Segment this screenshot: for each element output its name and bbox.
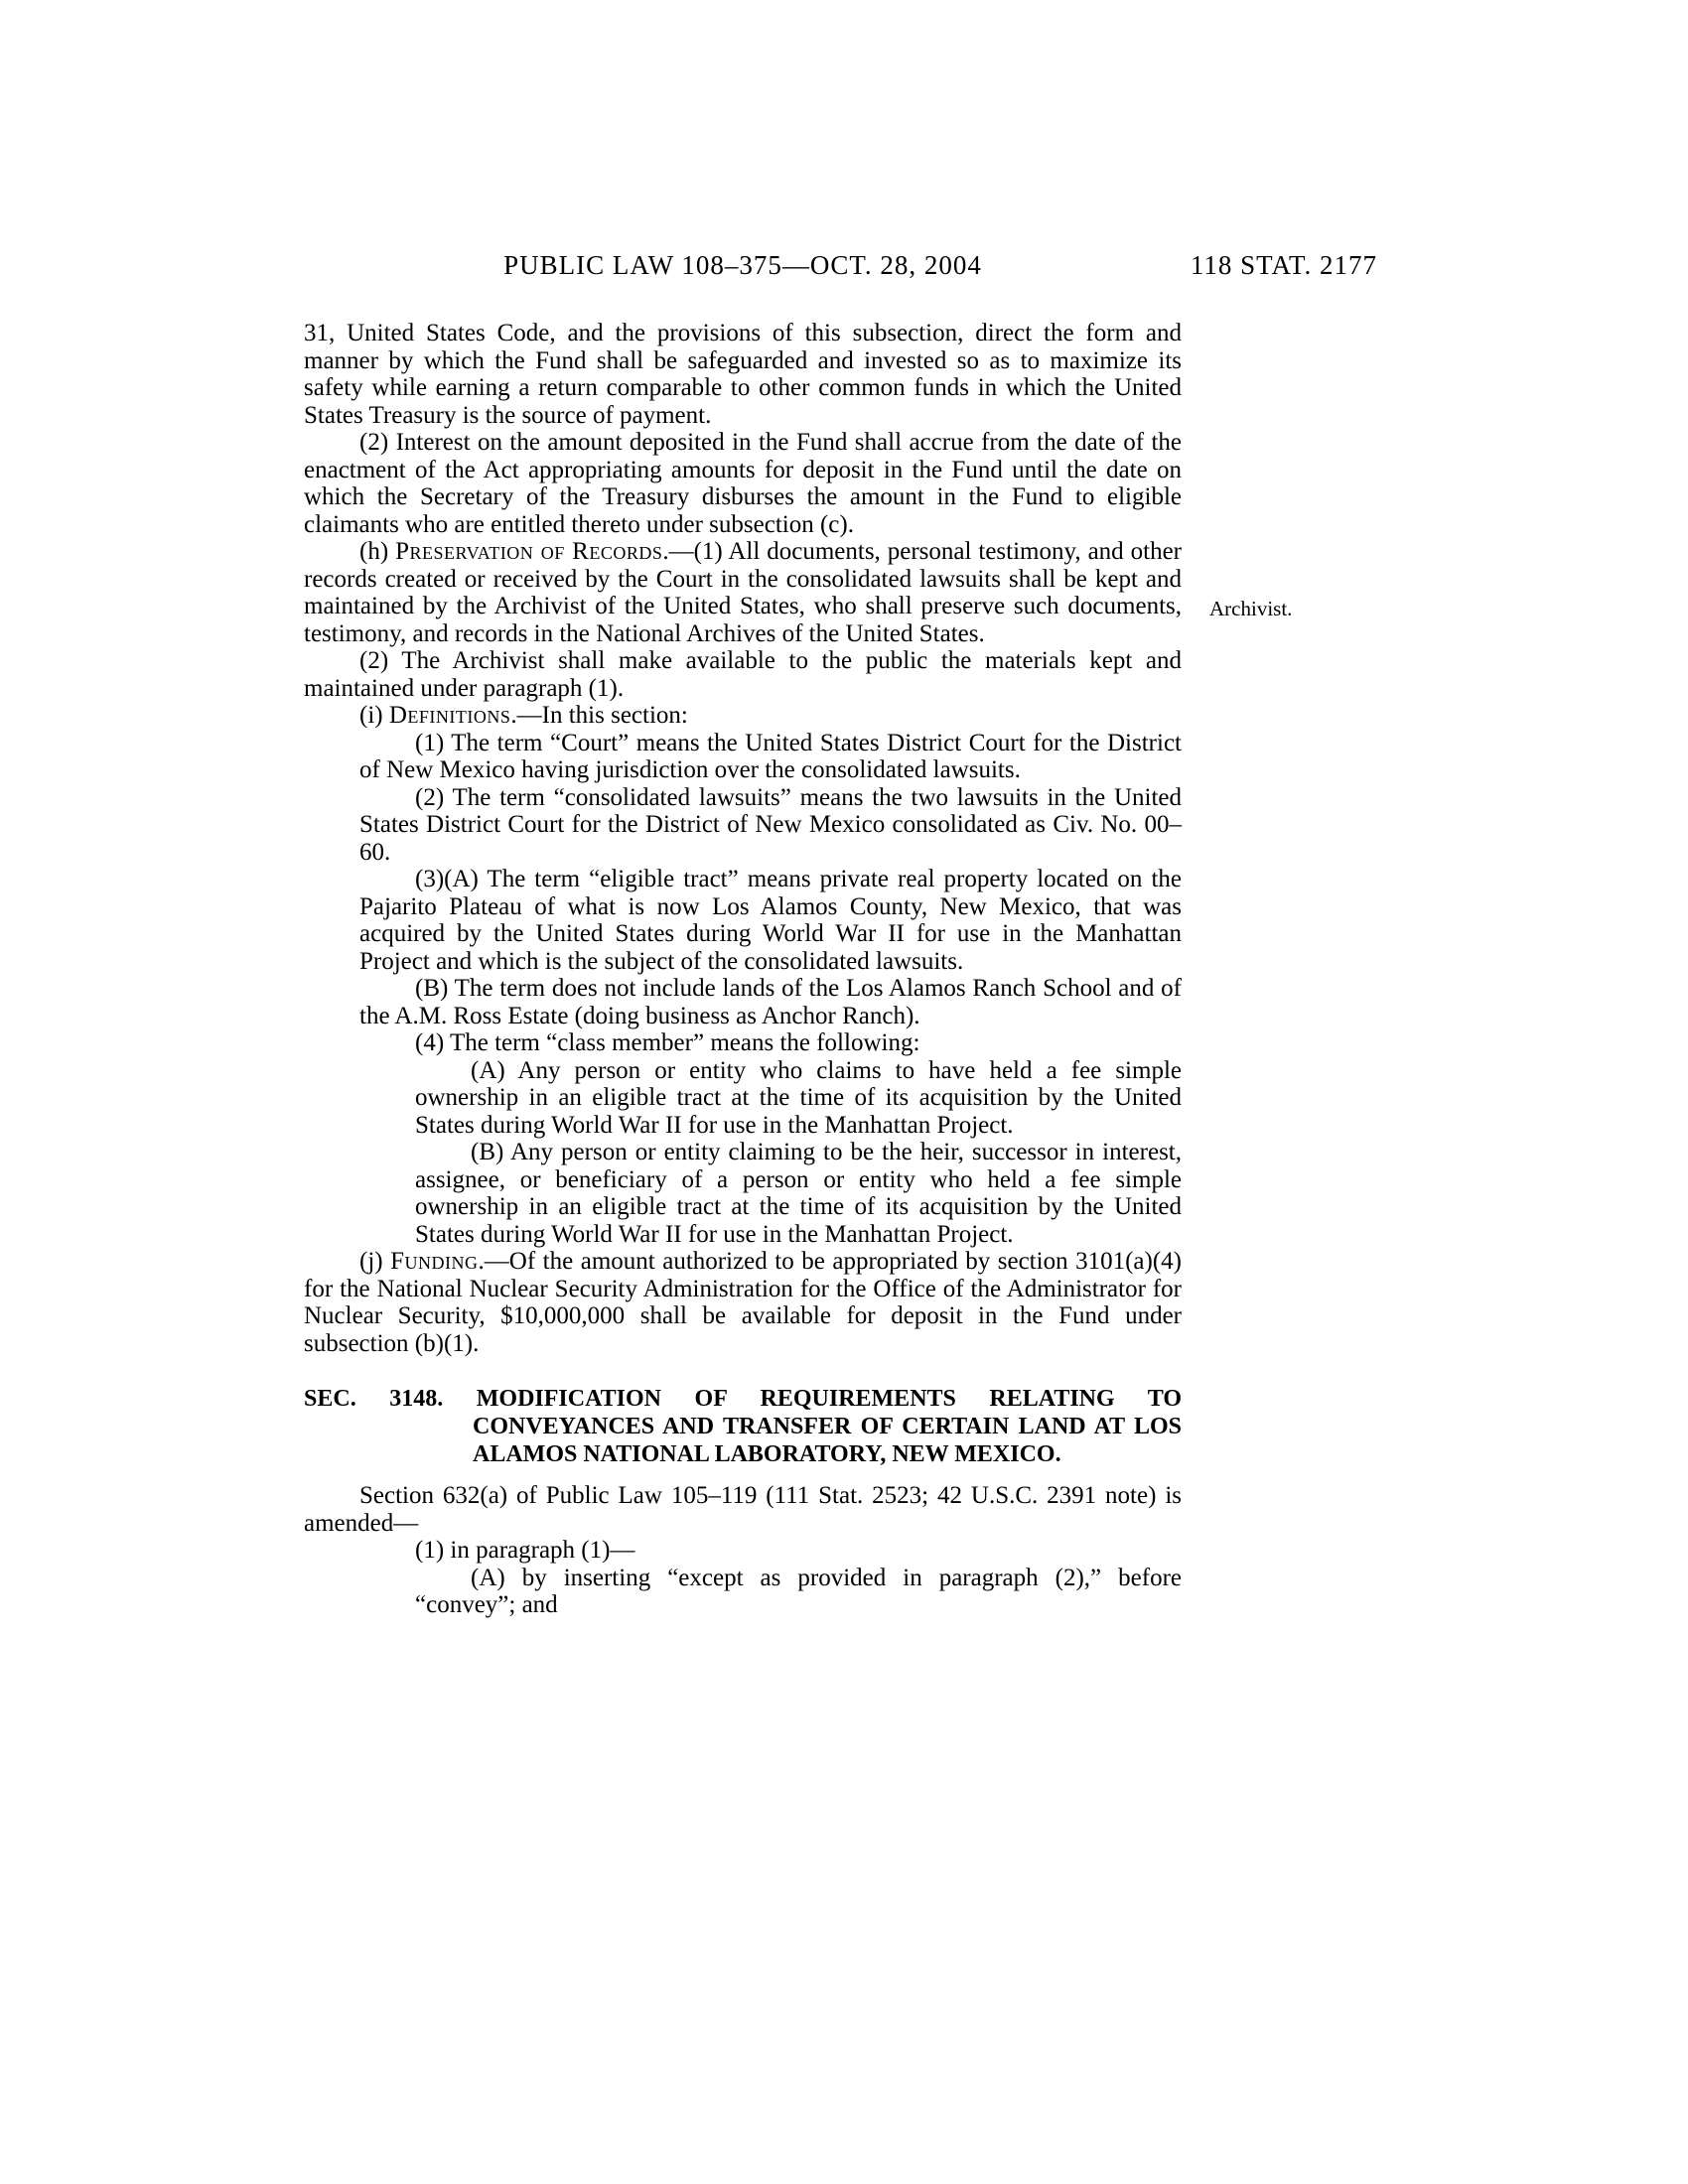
margin-note-archivist: Archivist. (1209, 597, 1293, 620)
section-3148-title: MODIFICATION OF REQUIREMENTS RELATING TO CONVEYANCES AND TRANSFER OF CERTAIN LAND AT LOS ALAMOS NATIONAL LABORATORY, NEW MEXICO. (473, 1386, 1183, 1467)
running-head-title: PUBLIC LAW 108–375—OCT. 28, 2004 (503, 250, 982, 280)
section-3148-heading (304, 1385, 1182, 1468)
definition-1-court: (1) The term “Court” means the United States District Court for the District of New Mexico having jurisdiction over the consolidated lawsuits. (359, 729, 1182, 783)
paragraph-2-archivist: (2) The Archivist shall make available to the public the materials kept and maintained under paragraph (1). (304, 647, 1182, 702)
subsection-j-body: .—Of the amount authorized to be appropriated by section 3101(a)(4) for the National Nuclear Security Administration for the Office of the Administrator for Nuclear Security, $10,000,000 shall be available for deposit in the Fund under subsection (b)(1). (304, 1248, 1182, 1357)
definition-4b-heir-successor: (B) Any person or entity claiming to be the heir, successor in interest, assignee, or beneficiary of a person or entity who held a fee simple ownership in an eligible tract at the time of its acquisition by the United States during World War II for use in the Manhattan Project. (415, 1139, 1182, 1248)
definition-3a-eligible-tract: (3)(A) The term “eligible tract” means private real property located on the Pajarito Plateau of what is now Los Alamos County, New Mexico, that was acquired by the United States during World War II for use in the Manhattan Project and which is the subject of the consolidated lawsuits. (359, 866, 1182, 975)
subsection-i-prefix: (i) (359, 702, 389, 729)
paragraph-2-interest: (2) Interest on the amount deposited in the Fund shall accrue from the date of the enactment of the Act appropriating amounts for deposit in the Fund until the date on which the Secretary of the Treasury disburses the amount in the Fund to eligible claimants who are entitled thereto under subsection (c). (304, 429, 1182, 538)
subsection-j-smallcaps-title: Funding (390, 1248, 479, 1275)
subsection-h-body: .—(1) All documents, personal testimony, and other records created or received by the Court in the consolidated lawsuits shall be kept and maintained by the Archivist of the United States, who shall preserve such documents, testimony, and records in the National Archives of the United States. (304, 538, 1182, 647)
subsection-i-smallcaps-title: Definitions (388, 702, 511, 729)
section-3148-number: SEC. 3148. (304, 1386, 444, 1412)
subsection-j-prefix: (j) (359, 1248, 391, 1275)
subsection-j-funding (304, 1248, 1182, 1357)
definition-2-consolidated-lawsuits: (2) The term “consolidated lawsuits” means the two lawsuits in the United States District Court for the District of New Mexico consolidated as Civ. No. 00–60. (359, 783, 1182, 866)
definition-3b-exclusions: (B) The term does not include lands of the Los Alamos Ranch School and of the A.M. Ross Estate (doing business as Anchor Ranch). (359, 975, 1182, 1029)
subsection-i-body: .—In this section: (510, 702, 688, 729)
body-text-column (304, 320, 1182, 1619)
paragraph-section-632a-amended: Section 632(a) of Public Law 105–119 (111 Stat. 2523; 42 U.S.C. 2391 note) is amended— (304, 1482, 1182, 1537)
definition-4-class-member: (4) The term “class member” means the following: (415, 1029, 920, 1056)
subsection-h-prefix: (h) (359, 538, 396, 565)
subsection-h-preservation-of-records (304, 538, 1182, 647)
amendment-1a-by-inserting: (A) by inserting “except as provided in paragraph (2),” before “convey”; and (415, 1564, 1182, 1618)
definition-4a-fee-simple-owner: (A) Any person or entity who claims to have held a fee simple ownership in an eligible tract at the time of its acquisition by the United States during World War II for use in the Manhattan Project. (415, 1056, 1182, 1139)
subsection-h-smallcaps-title: Preservation of Records (395, 538, 663, 565)
amendment-1-in-paragraph-1: (1) in paragraph (1)— (415, 1537, 635, 1564)
running-head-stat-page: 118 STAT. 2177 (1190, 250, 1377, 280)
subsection-i-definitions (304, 702, 1182, 730)
paragraph-usc-continuation: 31, United States Code, and the provisions of this subsection, direct the form and manner by which the Fund shall be safeguarded and invested so as to maximize its safety while earning a return comparable to other common funds in which the United States Treasury is the source of payment. (304, 320, 1182, 429)
